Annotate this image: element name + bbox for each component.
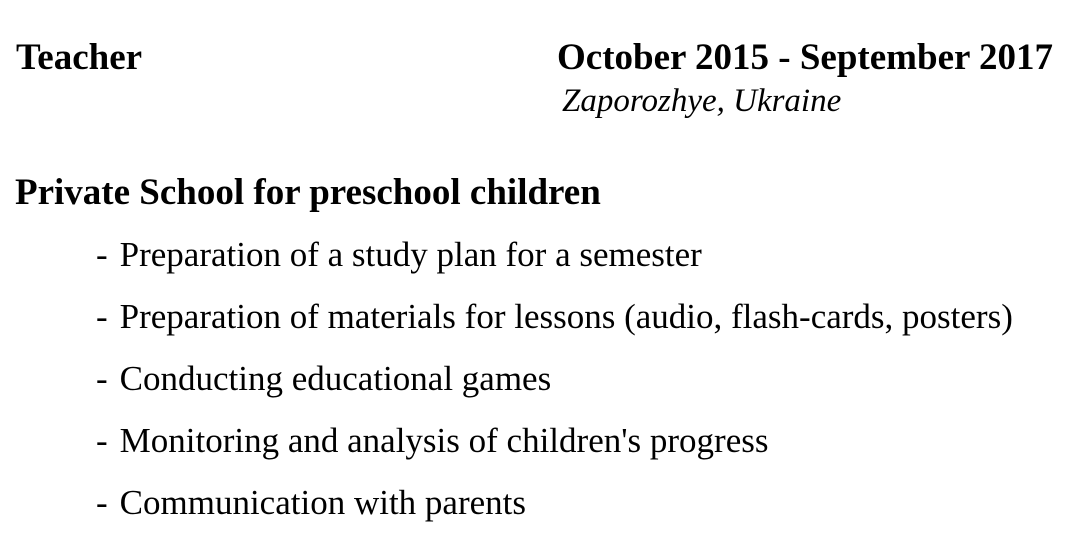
list-item (96, 224, 1065, 286)
bullet-dash: - (96, 483, 108, 522)
job-location: Zaporozhye, Ukraine (562, 83, 842, 119)
bullet-dash: - (96, 297, 108, 336)
job-date-range: October 2015 - September 2017 (557, 37, 1053, 78)
responsibilities-list (0, 224, 1065, 534)
responsibility-text: Preparation of a study plan for a semester (119, 235, 702, 274)
responsibility-text: Conducting educational games (119, 359, 552, 398)
list-item (96, 286, 1065, 348)
responsibility-text: Preparation of materials for lessons (audio, flash-cards, posters) (119, 297, 1013, 336)
job-title: Teacher (16, 37, 143, 78)
responsibility-text: Monitoring and analysis of children's progress (119, 421, 769, 460)
list-item (96, 348, 1065, 410)
job-header-row (0, 0, 1065, 81)
responsibility-text: Communication with parents (119, 483, 526, 522)
list-item (96, 410, 1065, 472)
bullet-dash: - (96, 421, 108, 460)
bullet-dash: - (96, 235, 108, 274)
list-item (96, 472, 1065, 534)
bullet-dash: - (96, 359, 108, 398)
employer-name: Private School for preschool children (15, 172, 601, 213)
